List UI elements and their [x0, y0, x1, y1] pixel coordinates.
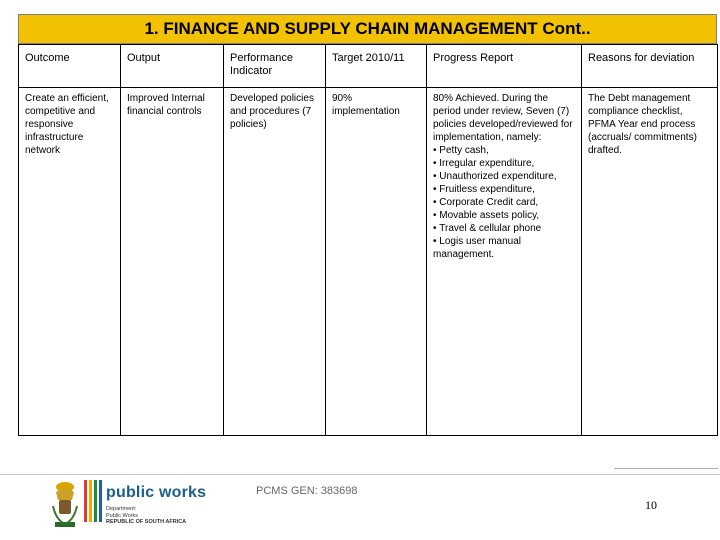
brand-name: public works: [106, 484, 207, 501]
page-number: 10: [645, 498, 657, 512]
header-target: Target 2010/11: [326, 45, 427, 88]
cell-outcome: Create an efficient, competitive and responsive infrastructure network: [19, 88, 121, 436]
brand-bars-icon: [84, 478, 102, 524]
cell-indicator: Developed policies and procedures (7 policies): [224, 88, 326, 436]
header-progress-report: Progress Report: [427, 45, 582, 88]
dept-line: Public Works: [106, 512, 138, 519]
list-item: • Logis user manual management.: [433, 235, 575, 261]
list-item: • Irregular expenditure,: [433, 157, 575, 170]
cell-output: Improved Internal financial controls: [121, 88, 224, 436]
department-text: [106, 506, 186, 526]
title-bar: [18, 14, 717, 44]
header-reasons-for-deviation: Reasons for deviation: [582, 45, 718, 88]
finance-table: [18, 44, 718, 436]
table-header-row: [19, 45, 718, 88]
cell-reasons: The Debt management compliance checklist, PFMA Year end process (accruals/ commitments) drafted.: [582, 88, 718, 436]
progress-list: [433, 144, 575, 261]
list-item: • Movable assets policy,: [433, 209, 575, 222]
table-row: [19, 88, 718, 436]
document-reference: PCMS GEN: 383698: [256, 485, 358, 497]
list-item: • Travel & cellular phone: [433, 222, 575, 235]
dept-line: Department:: [106, 506, 137, 512]
list-item: • Fruitless expenditure,: [433, 183, 575, 196]
cell-progress-report: [427, 88, 582, 436]
list-item: • Unauthorized expenditure,: [433, 170, 575, 183]
header-output: Output: [121, 45, 224, 88]
progress-intro: 80% Achieved. During the period under review, Seven (7) policies developed/reviewed for implementation, namely:: [433, 93, 573, 143]
coat-of-arms-icon: [50, 480, 80, 530]
header-performance-indicator: Performance Indicator: [224, 45, 326, 88]
list-item: • Corporate Credit card,: [433, 196, 575, 209]
slide-title: 1. FINANCE AND SUPPLY CHAIN MANAGEMENT Cont..: [144, 19, 591, 38]
footer-divider: [0, 474, 720, 475]
dept-line: REPUBLIC OF SOUTH AFRICA: [106, 519, 187, 525]
header-outcome: Outcome: [19, 45, 121, 88]
page-number-rule: [614, 468, 718, 469]
list-item: • Petty cash,: [433, 144, 575, 157]
cell-target: 90% implementation: [326, 88, 427, 436]
